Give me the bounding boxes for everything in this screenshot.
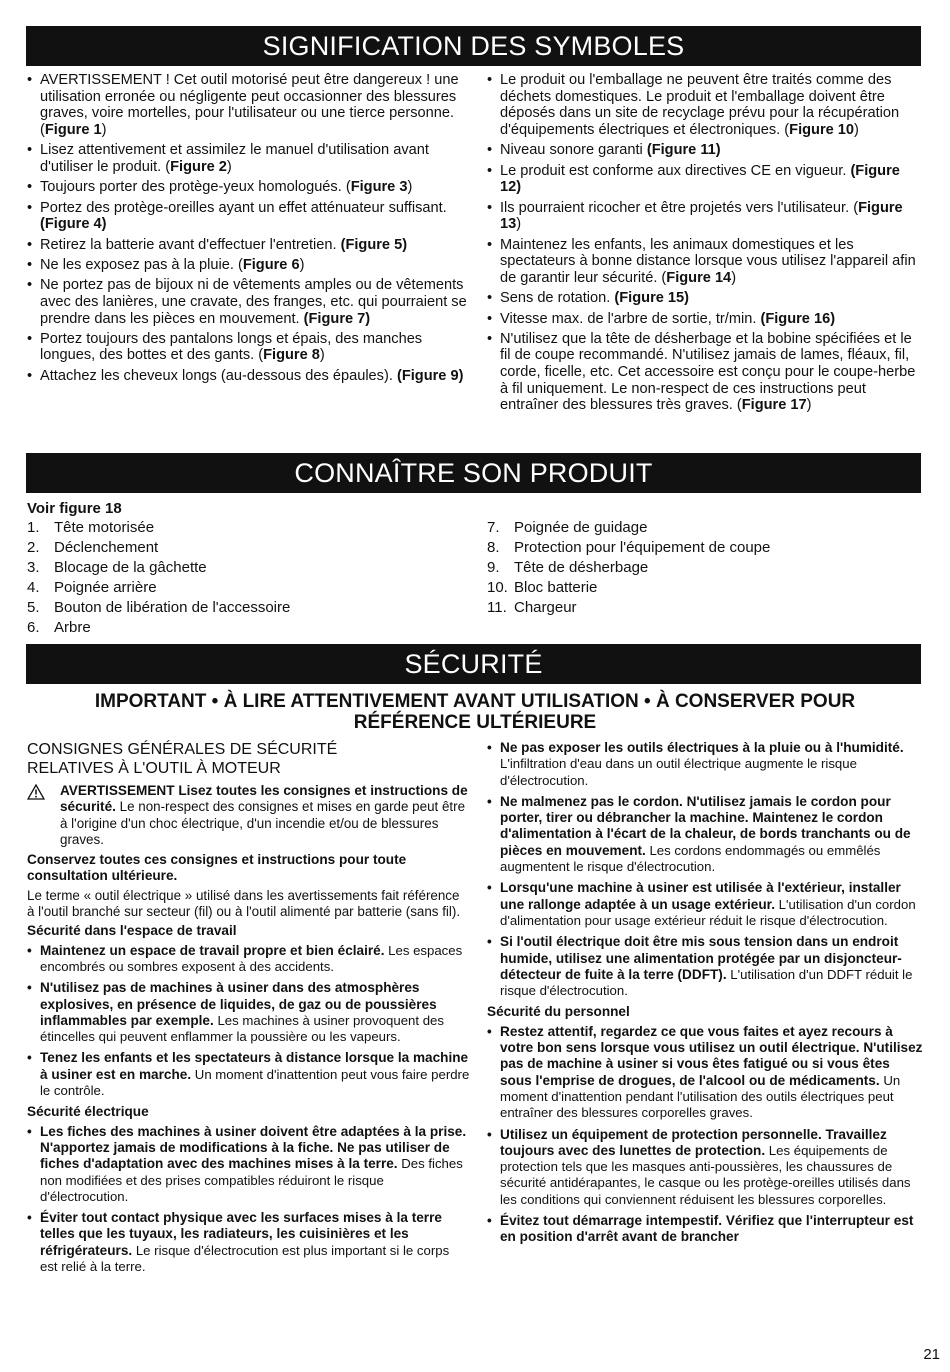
- safety-item: [27, 1050, 470, 1099]
- product-title: CONNAÎTRE SON PRODUIT: [294, 458, 653, 488]
- part-item: [27, 538, 467, 558]
- page-number: 21: [923, 1346, 940, 1363]
- figure-ref: Figure 8: [263, 347, 320, 364]
- symbols-left-list: [27, 72, 467, 388]
- safety-item: [27, 943, 470, 976]
- term-definition: Le terme « outil électrique » utilisé dans les avertissements fait référence à l'outil branché sur secteur (fil) ou à l'outil alimenté par batterie (sans fil).: [27, 887, 461, 920]
- symbol-text: Portez toujours des pantalons longs et épais, des manches longues, des bottes et des gants. (: [40, 330, 423, 364]
- electric-title: Sécurité électrique: [27, 1104, 149, 1120]
- safety-rule: Maintenez un espace de travail propre et bien éclairé.: [40, 942, 385, 958]
- symbol-text-end: ): [299, 256, 305, 273]
- figure-ref: (Figure 9): [396, 367, 464, 384]
- part-number: 8.: [487, 539, 500, 556]
- part-item: [487, 558, 925, 578]
- safety-explanation: Des fiches non modifiées et des prises compatibles réduiront le risque d'électrocution.: [40, 1156, 463, 1204]
- symbol-text: Vitesse max. de l'arbre de sortie, tr/min.: [500, 310, 761, 327]
- symbol-item: [27, 331, 467, 364]
- symbol-text-end: ): [101, 121, 107, 138]
- product-parts-left: [27, 518, 467, 638]
- workspace-list: [27, 943, 470, 1100]
- safety-rule: Si l'outil électrique doit être mis sous tension dans un endroit humide, utilisez une alimentation protégée par un disjoncteur-détecteur de fuite à la terre (DDFT).: [500, 934, 902, 982]
- symbols-title: SIGNIFICATION DES SYMBOLES: [262, 31, 685, 61]
- part-item: [487, 518, 925, 538]
- symbol-text-end: ): [407, 179, 413, 196]
- symbol-item: [487, 163, 925, 196]
- symbol-item: [27, 200, 467, 233]
- electric-list: [27, 1124, 470, 1276]
- part-label: Blocage de la gâchette: [54, 559, 207, 576]
- product-banner: [26, 453, 921, 493]
- safety-explanation: Le risque d'électrocution est plus important si le corps est relié à la terre.: [40, 1242, 450, 1275]
- keep-instructions: Conservez toutes ces consignes et instructions pour toute consultation ultérieure.: [27, 852, 407, 884]
- part-item: [487, 598, 925, 618]
- symbol-text: AVERTISSEMENT ! Cet outil motorisé peut être dangereux ! une utilisation erronée ou négligente peut occasionner des blessures graves, voire mortelles, pour l'utilisateur ou une tierce personne. (: [40, 72, 459, 138]
- part-label: Protection pour l'équipement de coupe: [514, 539, 771, 556]
- symbol-item: [27, 257, 467, 274]
- part-item: [27, 578, 467, 598]
- safety-heading: CONSIGNES GÉNÉRALES DE SÉCURITÉ RELATIVES À L'OUTIL À MOTEUR: [27, 741, 338, 777]
- warning-rest: Le non-respect des consignes et mises en garde peut être à l'origine d'un choc électrique, d'un incendie et/ou de blessures graves.: [60, 799, 466, 847]
- part-number: 10.: [487, 579, 508, 596]
- symbol-text-end: ): [854, 121, 859, 138]
- warning-text: [60, 783, 470, 848]
- product-parts-right: [487, 518, 925, 618]
- part-item: [487, 538, 925, 558]
- symbol-item: [27, 72, 467, 138]
- symbol-text: Le produit est conforme aux directives CE en vigueur.: [500, 162, 851, 179]
- symbol-text: Portez des protège-oreilles ayant un effet atténuateur suffisant.: [40, 199, 447, 216]
- part-number: 3.: [27, 559, 40, 576]
- symbol-text: Niveau sonore garanti: [500, 142, 647, 159]
- symbol-item: [27, 237, 467, 254]
- symbol-text: Attachez les cheveux longs (au-dessous des épaules).: [40, 367, 397, 384]
- warning-triangle-icon: [27, 783, 60, 848]
- figure-ref: Figure 6: [242, 256, 300, 273]
- part-label: Poignée arrière: [54, 579, 157, 596]
- safety-explanation: Les cordons endommagés ou emmêlés augmentent le risque d'électrocution.: [500, 842, 881, 875]
- symbols-right-list: [487, 72, 925, 418]
- safety-rule: Ne malmenez pas le cordon. N'utilisez jamais le cordon pour porter, tirer ou débrancher la machine. Maintenez le cordon d'alimentation à l'écart de la chaleur, de bords tranchants ou de pièces en mouvement.: [500, 793, 911, 858]
- symbol-text: Sens de rotation.: [500, 290, 615, 307]
- symbol-item: [487, 142, 925, 159]
- part-item: [27, 618, 467, 638]
- safety-item: [27, 1210, 470, 1275]
- symbol-text-end: ): [516, 216, 522, 233]
- figure-ref: Figure 3: [350, 179, 408, 196]
- symbol-text: Lisez attentivement et assimilez le manuel d'utilisation avant d'utiliser le produit. (: [40, 142, 429, 175]
- symbol-text-end: ): [806, 397, 812, 414]
- part-number: 5.: [27, 599, 40, 616]
- symbol-item: [487, 237, 925, 287]
- symbol-text-end: ): [319, 347, 325, 364]
- part-number: 11.: [487, 599, 507, 616]
- safety-item: [487, 1024, 923, 1122]
- electric-list-continued: [487, 740, 923, 999]
- safety-item: [487, 934, 923, 999]
- safety-item: [487, 1127, 923, 1208]
- symbol-item: [487, 290, 925, 307]
- safety-item: [487, 1213, 923, 1246]
- safety-banner: [26, 644, 921, 684]
- safety-explanation: L'infiltration d'eau dans un outil électrique augmente le risque d'électrocution.: [500, 756, 857, 788]
- warning-block: [27, 783, 470, 848]
- safety-rule: N'utilisez pas de machines à usiner dans des atmosphères explosives, en présence de liquides, de gaz ou de poussières inflammables par exemple.: [40, 980, 437, 1028]
- figure-ref: (Figure 12): [500, 162, 900, 196]
- symbol-text: Ne les exposez pas à la pluie. (: [40, 256, 243, 273]
- symbol-text: Ils pourraient ricocher et être projetés vers l'utilisateur. (: [500, 199, 859, 216]
- figure-ref: Figure 2: [170, 158, 227, 175]
- safety-item: [27, 980, 470, 1045]
- symbol-item: [27, 142, 467, 175]
- figure-ref: Figure 13: [500, 199, 903, 233]
- part-label: Poignée de guidage: [514, 519, 648, 536]
- figure-ref: (Figure 4): [40, 216, 107, 233]
- safety-rule: Tenez les enfants et les spectateurs à distance lorsque la machine à usiner est en marche.: [40, 1050, 469, 1082]
- safety-title: SÉCURITÉ: [404, 649, 543, 679]
- symbol-text: Le produit ou l'emballage ne peuvent être traités comme des déchets domestiques. Le produit et l'emballage doivent être déposés dans un site de recyclage prévu pour la récupération d'équipements électriques et électroniques. (: [500, 72, 900, 138]
- part-label: Déclenchement: [54, 539, 159, 556]
- safety-explanation: Les machines à usiner provoquent des étincelles qui peuvent enflammer la poussière ou les vapeurs.: [40, 1012, 444, 1045]
- safety-explanation: Un moment d'inattention pendant l'utilisation des outils électriques peut entraîner des blessures corporelles graves.: [500, 1072, 901, 1121]
- figure-ref: (Figure 11): [646, 142, 721, 159]
- symbol-text: Ne portez pas de bijoux ni de vêtements amples ou de vêtements avec des lanières, une cravate, des franges, etc. qui pourraient se prendre dans les pièces en mouvement.: [40, 277, 467, 327]
- safety-rule: Utilisez un équipement de protection personnelle. Travaillez toujours avec des lunettes de protection.: [500, 1126, 887, 1158]
- part-number: 2.: [27, 539, 40, 556]
- part-label: Chargeur: [514, 599, 577, 616]
- safety-rule: Les fiches des machines à usiner doivent être adaptées à la prise. N'apportez jamais de modifications à la fiche. Ne pas utiliser de fiches d'adaptation avec des machines mises à la terre.: [40, 1123, 467, 1172]
- symbol-item: [487, 72, 925, 138]
- personal-title: Sécurité du personnel: [487, 1004, 630, 1020]
- symbol-text: N'utilisez que la tête de désherbage et la bobine spécifiées et le fil de coupe recommandé. N'utilisez jamais de lames, fléaux, fil, corde, ficelle, etc. Cet accessoire est conçu pour le coupe-herbe à fil uniquement. Le non-respect de ces instructions peut entraîner des blessures très graves. (: [500, 330, 916, 414]
- safety-rule: Restez attentif, regardez ce que vous faites et ayez recours à votre bon sens lorsque vous utilisez un outil électrique. N'utilisez pas de machine à usiner si vous êtes fatigué ou si vous êtes sous l'emprise de drogues, de l'alcool ou de médicaments.: [500, 1023, 923, 1088]
- figure-ref: (Figure 5): [340, 236, 408, 253]
- figure-ref: (Figure 16): [760, 310, 836, 327]
- safety-explanation: Les équipements de protection tels que les masques anti-poussières, les chaussures de sécurité antidérapantes, le casque ou les protège-oreilles utilisés dans les conditions qui conviennent réduisent les blessures corporelles.: [500, 1142, 911, 1207]
- workspace-title: Sécurité dans l'espace de travail: [27, 923, 237, 939]
- symbol-item: [487, 200, 925, 233]
- symbol-text-end: ): [226, 158, 232, 175]
- part-number: 1.: [27, 519, 40, 536]
- safety-item: [487, 740, 923, 789]
- symbols-banner: [26, 26, 921, 66]
- safety-explanation: Les espaces encombrés ou sombres exposent à des accidents.: [40, 942, 463, 974]
- safety-left-column: [27, 740, 470, 1280]
- part-label: Bouton de libération de l'accessoire: [54, 599, 291, 616]
- safety-item: [487, 794, 923, 875]
- figure-ref: Figure 14: [666, 269, 732, 286]
- part-number: 7.: [487, 519, 500, 536]
- safety-item: [27, 1124, 470, 1205]
- safety-rule: Lorsqu'une machine à usiner est utilisée à l'extérieur, installer une rallonge adaptée à un usage extérieur.: [500, 880, 901, 912]
- safety-explanation: L'utilisation d'un cordon d'alimentation pour usage extérieur réduit le risque d'électrocution.: [500, 896, 916, 928]
- part-item: [27, 598, 467, 618]
- safety-rule: Éviter tout contact physique avec les surfaces mises à la terre telles que les tuyaux, les radiateurs, les cuisinières et les réfrigérateurs.: [40, 1210, 442, 1258]
- part-number: 6.: [27, 619, 40, 636]
- warning-bold: AVERTISSEMENT Lisez toutes les consignes et instructions de sécurité.: [60, 783, 468, 815]
- symbol-item: [27, 368, 467, 385]
- part-item: [27, 518, 467, 538]
- symbol-text: Retirez la batterie avant d'effectuer l'entretien.: [40, 236, 341, 253]
- symbol-item: [27, 277, 467, 327]
- personal-list: [487, 1024, 923, 1246]
- part-label: Arbre: [54, 619, 91, 636]
- part-label: Tête motorisée: [54, 519, 155, 536]
- part-item: [487, 578, 925, 598]
- safety-rule: Ne pas exposer les outils électriques à la pluie ou à l'humidité.: [500, 740, 904, 755]
- safety-explanation: Un moment d'inattention peut vous faire perdre le contrôle.: [40, 1066, 470, 1099]
- symbol-item: [27, 179, 467, 196]
- symbol-text: Maintenez les enfants, les animaux domestiques et les spectateurs à bonne distance lorsque vous utilisez l'appareil afin de garantir leur sécurité. (: [500, 236, 916, 286]
- safety-right-column: [487, 740, 923, 1251]
- figure-ref: Figure 10: [789, 121, 855, 138]
- part-label: Tête de désherbage: [514, 559, 649, 576]
- part-item: [27, 558, 467, 578]
- part-number: 9.: [487, 559, 500, 576]
- symbol-text-end: ): [731, 269, 737, 286]
- part-label: Bloc batterie: [514, 579, 598, 596]
- figure-ref: Figure 17: [741, 397, 807, 414]
- figure-ref: (Figure 7): [303, 310, 371, 327]
- safety-item: [487, 880, 923, 929]
- see-figure: Voir figure 18: [27, 500, 122, 517]
- important-notice: IMPORTANT • À LIRE ATTENTIVEMENT AVANT UTILISATION • À CONSERVER POUR RÉFÉRENCE ULTÉRIEURE: [94, 691, 856, 733]
- figure-ref: (Figure 15): [614, 290, 690, 307]
- symbol-item: [487, 331, 925, 414]
- symbol-item: [487, 311, 925, 328]
- safety-explanation: L'utilisation d'un DDFT réduit le risque d'électrocution.: [500, 966, 913, 999]
- figure-ref: Figure 1: [44, 121, 102, 138]
- part-number: 4.: [27, 579, 40, 596]
- symbol-text: Toujours porter des protège-yeux homologués. (: [40, 179, 351, 196]
- safety-rule: Évitez tout démarrage intempestif. Vérifiez que l'interrupteur est en position d'arrêt avant de brancher: [500, 1213, 914, 1245]
